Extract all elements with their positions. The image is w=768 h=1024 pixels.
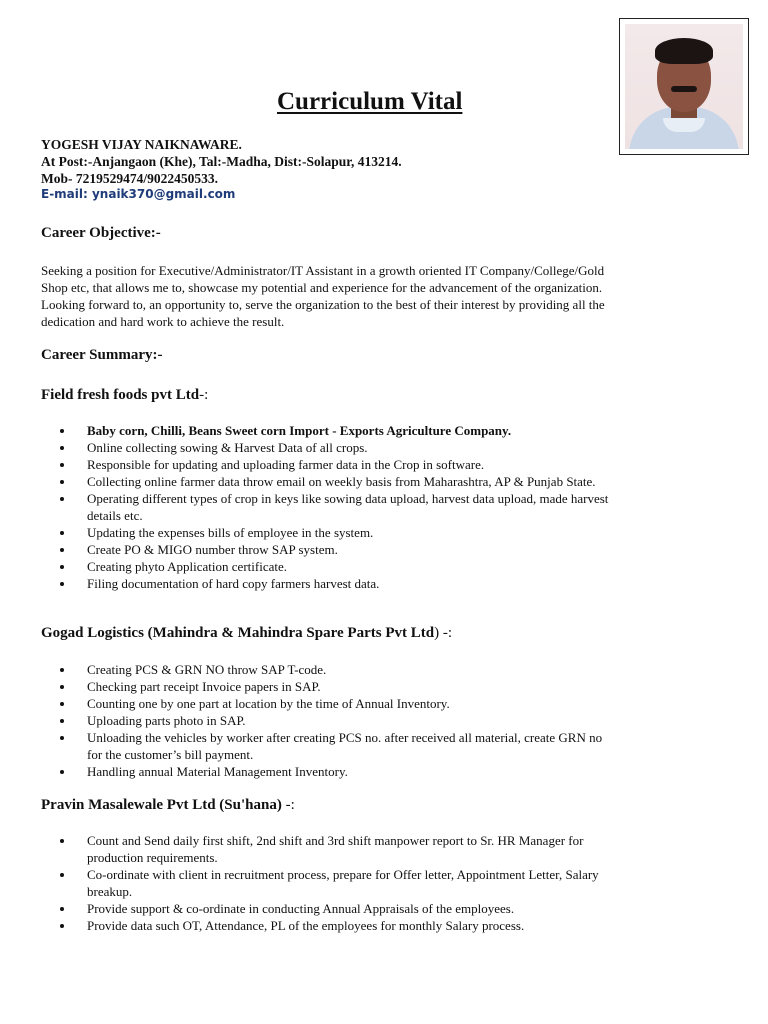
profile-photo (625, 24, 743, 149)
list-item: Create PO & MIGO number throw SAP system. (60, 541, 620, 558)
company-name: Pravin Masalewale Pvt Ltd (Su'hana) (41, 797, 282, 813)
list-item: Creating phyto Application certificate. (60, 558, 620, 575)
company-name: Field fresh foods pvt Ltd (41, 387, 200, 403)
company-name: Gogad Logistics (Mahindra & Mahindra Spare Parts Pvt Ltd (41, 625, 435, 641)
list-item: Baby corn, Chilli, Beans Sweet corn Import - Exports Agriculture Company. (60, 422, 620, 439)
company-suffix: -: (281, 797, 295, 813)
company-heading-1 (41, 387, 208, 404)
list-item: Count and Send daily first shift, 2nd shift and 3rd shift manpower report to Sr. HR Manager for production requirements. (60, 832, 620, 866)
list-item: Checking part receipt Invoice papers in SAP. (60, 678, 620, 695)
company-suffix: -: (199, 387, 209, 403)
company-1-duties (60, 422, 620, 592)
list-item: Collecting online farmer data throw email on weekly basis from Maharashtra, AP & Punjab State. (60, 473, 620, 490)
list-item: Provide support & co-ordinate in conducting Annual Appraisals of the employees. (60, 900, 620, 917)
company-suffix: ) -: (434, 625, 452, 641)
career-objective-text: Seeking a position for Executive/Administrator/IT Assistant in a growth oriented IT Company/College/Gold Shop etc, that allows me to, showcase my potential and experience for the advancement of the organization. Looking forward to, an opportunity to, serve the organization to the best of their interest by providing all the dedication and hard work to achieve the result. (41, 263, 605, 329)
company-2-duties (60, 661, 620, 780)
company-heading-2 (41, 625, 452, 642)
document-title: Curriculum Vital (277, 88, 463, 115)
list-item: Updating the expenses bills of employee in the system. (60, 524, 620, 541)
list-item: Filing documentation of hard copy farmers harvest data. (60, 575, 620, 592)
list-item: Provide data such OT, Attendance, PL of the employees for monthly Salary process. (60, 917, 620, 934)
list-item: Unloading the vehicles by worker after creating PCS no. after received all material, create GRN no for the customer’s bill payment. (60, 729, 620, 763)
list-item: Creating PCS & GRN NO throw SAP T-code. (60, 661, 620, 678)
list-item: Operating different types of crop in keys like sowing data upload, harvest data upload, made harvest details etc. (60, 490, 620, 524)
company-heading-3 (41, 797, 295, 814)
list-item: Uploading parts photo in SAP. (60, 712, 620, 729)
list-item: Co-ordinate with client in recruitment process, prepare for Offer letter, Appointment Letter, Salary breakup. (60, 866, 620, 900)
document-title-wrap (277, 88, 462, 116)
candidate-mobile: Mob- 7219529474/9022450533. (41, 171, 218, 186)
candidate-address: At Post:-Anjangaon (Khe), Tal:-Madha, Dist:-Solapur, 413214. (41, 154, 402, 169)
list-item: Counting one by one part at location by the time of Annual Inventory. (60, 695, 620, 712)
list-item: Responsible for updating and uploading farmer data in the Crop in software. (60, 456, 620, 473)
candidate-name: YOGESH VIJAY NAIKNAWARE. (41, 137, 242, 152)
candidate-email[interactable]: E-mail: ynaik370@gmail.com (41, 187, 236, 201)
list-item: Handling annual Material Management Inventory. (60, 763, 620, 780)
list-item: Online collecting sowing & Harvest Data of all crops. (60, 439, 620, 456)
profile-photo-frame (619, 18, 749, 155)
career-objective-heading: Career Objective:- (41, 225, 161, 241)
career-summary-heading: Career Summary:- (41, 347, 163, 363)
contact-block (41, 136, 402, 187)
company-3-duties (60, 832, 620, 934)
